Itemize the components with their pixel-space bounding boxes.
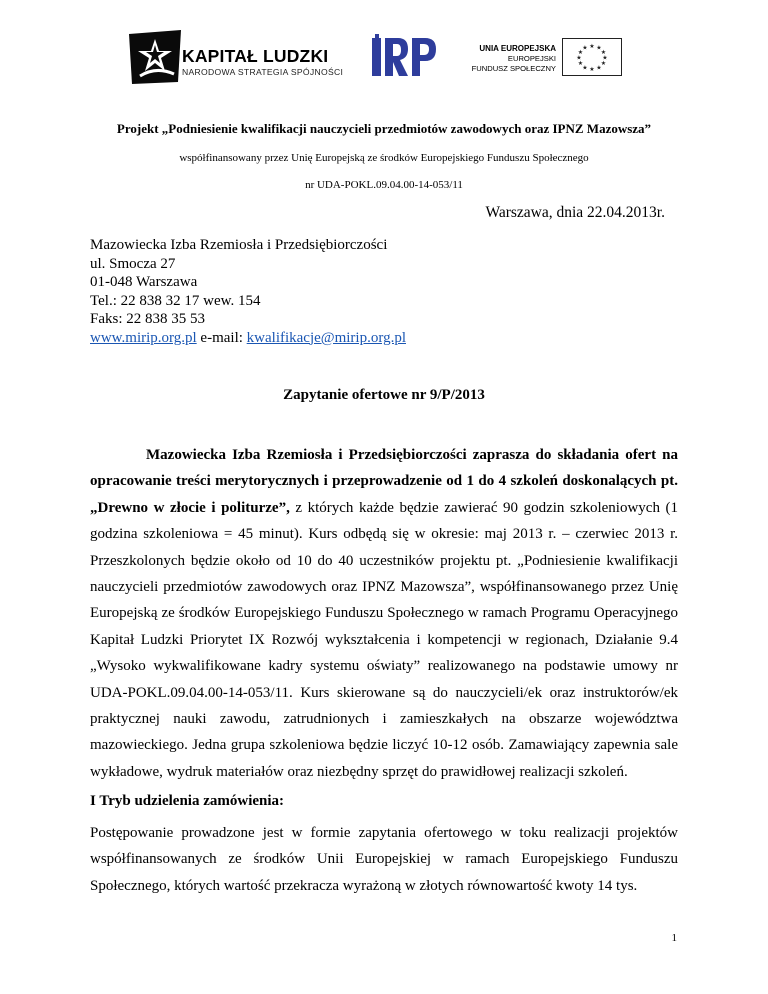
address-city: 01-048 Warszawa [90, 274, 198, 290]
kl-title: KAPITAŁ LUDZKI [182, 46, 329, 66]
address-fax: Faks: 22 838 35 53 [90, 311, 206, 327]
svg-text:★: ★ [596, 64, 602, 72]
svg-text:★: ★ [582, 64, 588, 72]
svg-text:★: ★ [576, 54, 582, 62]
section-1-text: Postępowanie prowadzone jest w formie zapytania ofertowego w toku realizacji projektów współfinansowanych ze środków Unii Europejskiej w ramach Europejskiego Funduszu Społecznego, których wartość przekracza wyrażoną w złotych równowartość kwoty 14 tys. [90, 825, 678, 894]
irp-logo [370, 34, 438, 78]
svg-text:★: ★ [602, 54, 608, 62]
svg-text:★: ★ [577, 60, 584, 67]
project-title: Projekt „Podniesienie kwalifikacji nauczycieli przedmiotów zawodowych oraz IPNZ Mazowsza” [116, 121, 652, 136]
address-street: ul. Smocza 27 [90, 255, 176, 272]
body-rest: z których każde będzie zawierać 90 godzin szkoleniowych (1 godzina szkoleniowa = 45 minut). Kurs odbędą się w okresie: maj 2013 r. – czerwiec 2013 r. Przeszkolonych będzie około od 10 do 40 uczestników projektu pt. „Podniesienie kwalifikacji nauczycieli przedmiotów zawodowych oraz IPNZ Mazowsza”, współfinansowanego przez Unię Europejską ze środków Europejskiego Funduszu Społecznego w ramach Programu Operacyjnego Kapitał Ludzki Priorytet IX Rozwój wykształcenia i kompetencji w regionach, Działanie 9.4 „Wysoko wykwalifikowane kadry systemu oświaty” realizowanego na podstawie umowy nr UDA-POKL.09.04.00-14-053/11. Kurs skierowane są do nauczycieli/ek oraz instruktorów/ek praktycznej nauki zawodu, zatrudnionych i zamieszkałych na obszarze województwa mazowieckiego. Jedna grupa szkoleniowa będzie liczyć 10-12 osób. Zamawiający zapewnia sale wykładowe, wydruk materiałów oraz niezbędny sprzęt do prawidłowej realizacji szkoleń. [90, 499, 678, 780]
website-link[interactable]: www.mirip.org.pl [90, 329, 197, 346]
email-link[interactable]: kwalifikacje@mirip.org.pl [246, 329, 406, 346]
body-bold-intro: Mazowiecka Izba Rzemiosła i Przedsiębiorczości zaprasza do składania ofert na opracowanie treści merytorycznych i przeprowadzenie od 1 do 4 szkoleń doskonalących pt. „Drewno w złocie i politurze”, [90, 447, 678, 516]
page-number: 1 [671, 932, 677, 944]
svg-text:★: ★ [600, 60, 607, 67]
kapital-ludzki-star-logo [126, 30, 184, 86]
svg-text:★: ★ [589, 43, 595, 50]
address-org: Mazowiecka Izba Rzemiosła i Przedsiębiorczości [90, 237, 388, 253]
svg-text:★: ★ [582, 44, 588, 52]
kapital-ludzki-text [182, 47, 343, 77]
svg-text:★: ★ [600, 49, 607, 56]
header-logos [0, 28, 768, 88]
eu-line-2: EUROPEJSKI [507, 54, 556, 63]
svg-text:★: ★ [596, 44, 602, 52]
address-contact-line [90, 329, 406, 348]
document-date: Warszawa, dnia 22.04.2013r. [485, 204, 665, 221]
email-label: e-mail: [196, 329, 247, 346]
project-cofinance-line: współfinansowany przez Unię Europejską ze środków Europejskiego Funduszu Społecznego [179, 152, 589, 164]
eu-text-block [456, 44, 556, 74]
section-1-heading: I Tryb udzielenia zamówienia: [90, 793, 285, 809]
svg-text:★: ★ [577, 49, 584, 56]
eu-flag-icon [562, 38, 622, 76]
svg-text:★: ★ [589, 66, 595, 73]
eu-title: UNIA EUROPEJSKA [479, 44, 556, 53]
offer-title: Zapytanie ofertowe nr 9/P/2013 [283, 387, 485, 403]
project-number: nr UDA-POKL.09.04.00-14-053/11 [305, 179, 463, 191]
body-paragraph [90, 442, 678, 785]
kl-subtitle: NARODOWA STRATEGIA SPÓJNOŚCI [182, 67, 344, 77]
sender-address [90, 236, 406, 347]
eu-line-3: FUNDUSZ SPOŁECZNY [471, 64, 556, 73]
address-tel: Tel.: 22 838 32 17 wew. 154 [90, 292, 261, 309]
